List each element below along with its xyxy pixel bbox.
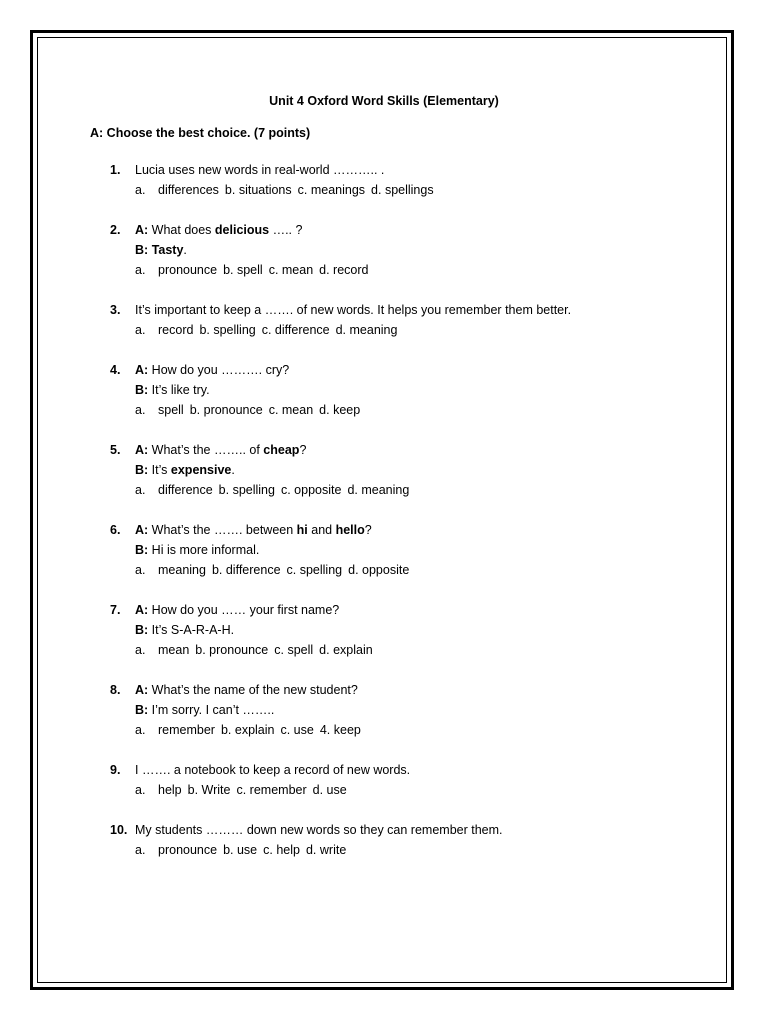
question-number: 5.	[110, 443, 121, 457]
answer-option[interactable]: c. use	[280, 723, 314, 737]
question-item	[110, 680, 710, 740]
answer-option[interactable]: pronounce	[158, 843, 218, 857]
answer-option[interactable]: b. spell	[223, 263, 263, 277]
bold-text: cheap	[263, 443, 300, 457]
question-number: 3.	[110, 303, 121, 317]
answer-options	[135, 260, 710, 280]
answer-option[interactable]: help	[158, 783, 182, 797]
question-text: How do you ………. cry?	[148, 363, 290, 377]
question-line	[135, 520, 710, 540]
question-line	[135, 360, 710, 380]
question-text: My students ……… down new words so they can remember them.	[135, 823, 503, 837]
section-heading: A: Choose the best choice. (7 points)	[90, 126, 311, 140]
answer-options	[135, 780, 710, 800]
option-letter: a.	[135, 563, 146, 577]
answer-option[interactable]: d. spellings	[371, 183, 434, 197]
question-text: I ……. a notebook to keep a record of new words.	[135, 763, 411, 777]
answer-option[interactable]: b. Write	[187, 783, 231, 797]
question-number: 6.	[110, 523, 121, 537]
answer-option[interactable]: d. explain	[319, 643, 373, 657]
option-letter: a.	[135, 643, 146, 657]
answer-option[interactable]: c. spelling	[286, 563, 343, 577]
question-line	[135, 680, 710, 700]
answer-option[interactable]: 4. keep	[319, 723, 361, 737]
answer-options	[135, 320, 710, 340]
question-number: 4.	[110, 363, 121, 377]
question-number: 9.	[110, 763, 121, 777]
bold-text: A:	[135, 603, 149, 617]
answer-option[interactable]: c. mean	[268, 263, 314, 277]
answer-option[interactable]: b. pronounce	[189, 403, 263, 417]
option-letter: a.	[135, 183, 146, 197]
answer-option[interactable]: c. difference	[261, 323, 330, 337]
question-item	[110, 220, 710, 280]
answer-options	[135, 480, 710, 500]
question-line	[135, 700, 710, 720]
bold-text: hello	[335, 523, 365, 537]
option-letter: a.	[135, 723, 146, 737]
answer-option[interactable]: c. opposite	[280, 483, 342, 497]
bold-text: B:	[135, 623, 149, 637]
answer-option[interactable]: spell	[158, 403, 184, 417]
bold-text: B:	[135, 703, 149, 717]
question-line	[135, 440, 710, 460]
question-text: It’s important to keep a ……. of new words. It helps you remember them better.	[135, 303, 572, 317]
question-line	[135, 240, 710, 260]
bold-text: B:	[135, 383, 149, 397]
question-text: What’s the …….. of	[148, 443, 264, 457]
answer-option[interactable]: b. pronounce	[195, 643, 269, 657]
bold-text: A:	[135, 523, 149, 537]
question-number: 8.	[110, 683, 121, 697]
answer-options	[135, 400, 710, 420]
question-line	[135, 380, 710, 400]
question-text: ?	[299, 443, 307, 457]
bold-text: A:	[135, 683, 149, 697]
question-text: It’s S-A-R-A-H.	[148, 623, 235, 637]
answer-option[interactable]: d. use	[312, 783, 347, 797]
bold-text: A:	[135, 223, 149, 237]
option-letter: a.	[135, 843, 146, 857]
question-item	[110, 520, 710, 580]
question-text: ….. ?	[269, 223, 303, 237]
question-line	[135, 300, 710, 320]
answer-option[interactable]: c. mean	[268, 403, 314, 417]
question-line	[135, 460, 710, 480]
question-item	[110, 760, 710, 800]
question-line	[135, 600, 710, 620]
option-letter: a.	[135, 483, 146, 497]
option-letter: a.	[135, 323, 146, 337]
question-number: 2.	[110, 223, 121, 237]
answer-option[interactable]: b. difference	[211, 563, 281, 577]
bold-text: A:	[135, 443, 149, 457]
question-item	[110, 440, 710, 500]
answer-option[interactable]: d. write	[305, 843, 347, 857]
answer-option[interactable]: d. meaning	[335, 323, 398, 337]
question-line	[135, 620, 710, 640]
answer-option[interactable]: c. meanings	[297, 183, 366, 197]
question-text: ?	[364, 523, 372, 537]
question-number: 1.	[110, 163, 121, 177]
question-number: 10.	[110, 823, 128, 837]
answer-option[interactable]: c. remember	[236, 783, 307, 797]
bold-text: B:	[135, 543, 149, 557]
document-title: Unit 4 Oxford Word Skills (Elementary)	[269, 94, 499, 108]
question-line	[135, 760, 710, 780]
question-list	[110, 160, 710, 880]
answer-option[interactable]: b. use	[223, 843, 258, 857]
question-text: It’s	[148, 463, 171, 477]
question-text: How do you …… your first name?	[148, 603, 340, 617]
answer-option[interactable]: meaning	[158, 563, 206, 577]
answer-options	[135, 720, 710, 740]
answer-option[interactable]: b. spelling	[199, 323, 256, 337]
bold-text: A:	[135, 363, 149, 377]
bold-text: B:	[135, 463, 149, 477]
answer-option[interactable]: d. record	[319, 263, 369, 277]
question-text: .	[231, 463, 235, 477]
question-line	[135, 540, 710, 560]
option-letter: a.	[135, 403, 146, 417]
answer-options	[135, 180, 710, 200]
question-text: What’s the ……. between	[148, 523, 297, 537]
answer-options	[135, 840, 710, 860]
answer-option[interactable]: difference	[158, 483, 213, 497]
answer-option[interactable]: mean	[158, 643, 190, 657]
bold-text: Tasty	[151, 243, 184, 257]
answer-option[interactable]: d. opposite	[348, 563, 410, 577]
bold-text: B:	[135, 243, 149, 257]
answer-option[interactable]: differences	[158, 183, 219, 197]
question-item	[110, 360, 710, 420]
question-text: Lucia uses new words in real-world ……….. .	[135, 163, 385, 177]
answer-option[interactable]: b. explain	[220, 723, 275, 737]
question-text: Hi is more informal.	[148, 543, 260, 557]
answer-option[interactable]: b. situations	[224, 183, 292, 197]
question-item	[110, 820, 710, 860]
question-text: It’s like try.	[148, 383, 210, 397]
option-letter: a.	[135, 263, 146, 277]
answer-option[interactable]: record	[158, 323, 194, 337]
answer-option[interactable]: d. keep	[319, 403, 361, 417]
bold-text: expensive	[170, 463, 232, 477]
question-text: What does	[148, 223, 215, 237]
question-text: I’m sorry. I can’t ……..	[148, 703, 275, 717]
question-item	[110, 300, 710, 340]
answer-options	[135, 640, 710, 660]
answer-option[interactable]: remember	[158, 723, 215, 737]
answer-option[interactable]: pronounce	[158, 263, 218, 277]
question-line	[135, 160, 710, 180]
option-letter: a.	[135, 783, 146, 797]
bold-text: hi	[296, 523, 308, 537]
bold-text: delicious	[214, 223, 270, 237]
question-line	[135, 820, 710, 840]
answer-option[interactable]: b. spelling	[218, 483, 275, 497]
question-item	[110, 600, 710, 660]
question-line	[135, 220, 710, 240]
answer-options	[135, 560, 710, 580]
question-item	[110, 160, 710, 200]
question-number: 7.	[110, 603, 121, 617]
question-text: and	[307, 523, 336, 537]
question-text: .	[183, 243, 187, 257]
answer-option[interactable]: c. spell	[274, 643, 314, 657]
answer-option[interactable]: c. help	[263, 843, 300, 857]
question-text: What’s the name of the new student?	[148, 683, 358, 697]
answer-option[interactable]: d. meaning	[347, 483, 410, 497]
